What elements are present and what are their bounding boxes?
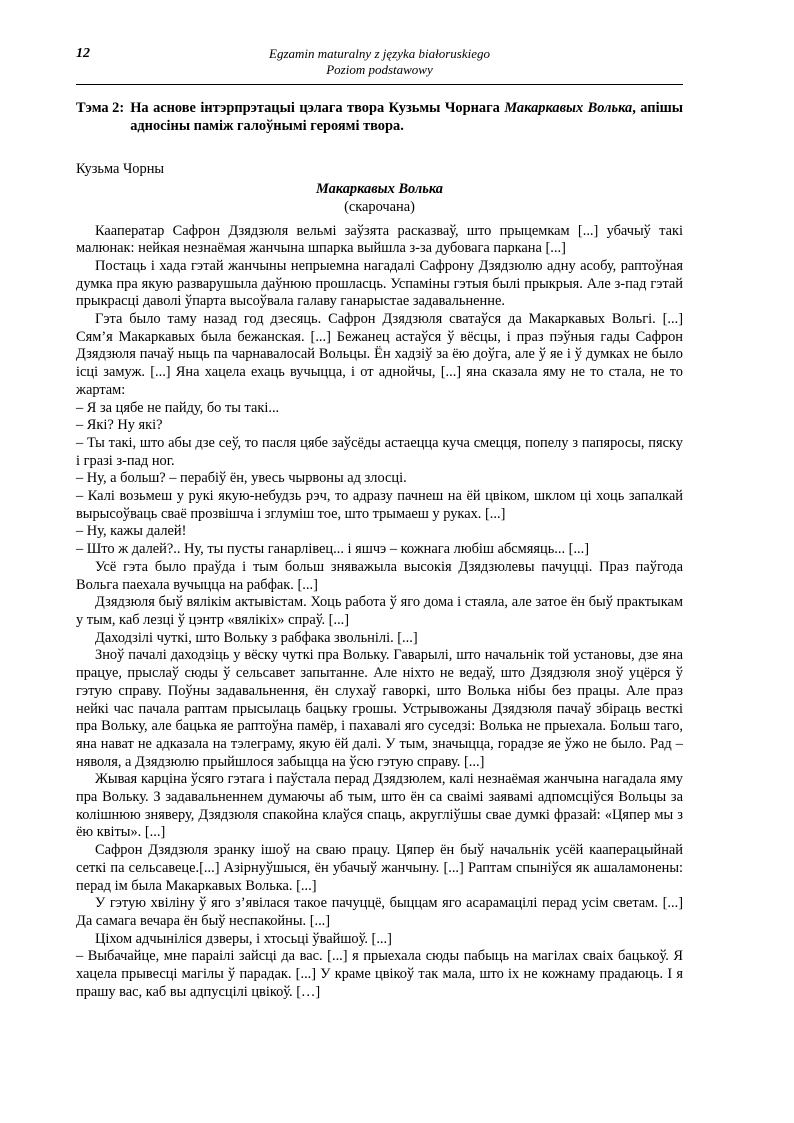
dialog-line: – Ну, а больш? – перабіў ён, увесь чырвоны ад злосці. [76, 470, 407, 487]
story-paragraph: Дзядзюля быў вялікім актывістам. Хоць работа ў яго дома і стаяла, але затое ён быў практыкам у тым, каб лезці ў цэнтр «вялікіх» спраў. [...] [76, 594, 683, 628]
story-paragraph: У гэтую хвіліну ў яго з’явілася такое пачуццё, быццам яго асарамацілі перад усім светам. [...] Да самага вечара ён быў неспакойны. [...] [76, 895, 683, 929]
dialog-line: – Выбачайце, мне параілі зайсці да вас. [...] я прыехала сюды пабыць на магілах сваіх бацькоў. Я хацела прывесці магілы ў парадак. [...] У краме цвікоў так мала, што іх не кожнаму прадаюць. І я прашу вас, каб вы адпусцілі цвікоў. […] [76, 948, 683, 1000]
story-paragraph: Жывая карціна ўсяго гэтага і паўстала перад Дзядзюлем, калі незнаёмая жанчына нагадала яму пра Вольку. З задавальненнем думаючы аб тым, што ён са сваімі заявамі адпомсціўся Вольцы за колішнюю зняверу, Дзядзюля спакойна клаўся спаць, акругліўшы свае думкі фразай: «Цяпер мы з ёю квіты». [...] [76, 771, 683, 841]
topic-label: Тэма 2: [76, 100, 125, 116]
topic-text-before: На аснове інтэрпрэтацыі цэлага твора Кузьмы Чорнага [130, 100, 505, 116]
exam-title: Egzamin maturalny z języka białoruskiego [269, 46, 490, 61]
story-paragraph: Сафрон Дзядзюля зранку ішоў на сваю працу. Цяпер ён быў начальнік усёй кааперацыйнай сеткі па сельсавеце.[...] Азірнуўшыся, ён убачыў жанчыну. [...] Раптам спыніўся як ашаламонены: перад ім была Макаркавых Волька. [...] [76, 842, 683, 894]
author-name: Кузьма Чорны [76, 161, 165, 178]
dialog-line: – Ну, кажы далей! [76, 523, 187, 540]
story-paragraph: Даходзілі чуткі, што Вольку з рабфака звольнілі. [...] [95, 629, 418, 646]
page-content [76, 100, 683, 1001]
work-subtitle: (скарочана) [344, 198, 415, 215]
story-paragraph: Кааператар Сафрон Дзядзюля вельмі заўзята расказваў, што прыцемкам [...] убачыў такі малюнак: нейкая незнаёмая жанчына шпарка выйшла з-за дубовага паркана [...] [76, 222, 683, 257]
story-paragraph: Ціхом адчыніліся дзверы, і хтосьці ўвайшоў. [...] [95, 930, 392, 947]
dialog-line: – Што ж далей?.. Ну, ты пусты ганарлівец... і яшчэ – кожнага любіш абсмяяць... [...] [76, 541, 590, 558]
header-titles [76, 46, 683, 78]
exam-level: Poziom podstawowy [326, 62, 433, 77]
page-number: 12 [76, 46, 90, 61]
topic-text [130, 100, 683, 135]
dialog-line: – Я за цябе не пайду, бо ты такі... [76, 399, 280, 416]
work-title: Макаркавых Волька [316, 181, 443, 198]
story-paragraph: Постаць і хада гэтай жанчыны непрыемна нагадалі Сафрону Дзядзюлю адну асобу, раптоўная думка пра якую разварушыла даўнюю прошласць. Успаміны гэтыя былі прыкрыя. Але з-пад гэтай прыкрасці даволі ўпарта высоўвала галаву ганарыстае задавальненне. [76, 257, 683, 310]
story-paragraph: Гэта было таму назад год дзесяць. Сафрон Дзядзюля сватаўся да Макаркавых Вольгі. [...] Сям’я Макаркавых была бежанская. [...] Бежанец астаўся ў вёсцы, і праз пэўныя гады Сафрон Дзядзюля пачаў ныць па чарнавалосай Вольцы. Ён хадзіў за ёю доўга, але ў яе і ў думках не было ісці замуж. [...] Яна хацела ехаць вучыцца, і от аднойчы, [...] яна сказала яму не то стала, не то жартам: [76, 311, 683, 398]
dialog-line: – Ты такі, што абы дзе сеў, то пасля цябе заўсёды астаецца куча смецця, попелу з папяросы, пяску і гразі з-пад ног. [76, 434, 683, 469]
dialog-line: – Які? Ну які? [76, 417, 163, 434]
story-paragraph: Усё гэта было праўда і тым больш зняважыла высокія Дзядзюлевы пачуцці. Праз паўгода Вольга паехала вучыцца на рабфак. [...] [76, 558, 683, 593]
page-header [76, 46, 683, 85]
topic-text-after: , апішы адносіны паміж галоўнымі героямі твора. [130, 100, 683, 134]
topic-work-title: Макаркавых Волька [504, 100, 633, 116]
story-text [76, 223, 683, 1002]
topic-heading [76, 100, 683, 135]
dialog-line: – Калі возьмеш у рукі якую-небудзь рэч, то адразу пачнеш на ёй цвіком, шклом ці хоць запалкай вырысоўваць сваё прозвішча і зглуміш тое, што трымаеш у руках. [...] [76, 488, 683, 522]
story-paragraph: Зноў пачалі даходзіць у вёску чуткі пра Вольку. Гаварылі, што начальнік той установы, дзе яна працуе, прыслаў сюды ў сельсавет запытанне. Але ніхто не ведаў, што Дзядзюля зноў уцёрся ў гэтую справу. Поўны задавальнення, ён слухаў гаворкі, што Волька нібы без працы. Але праз нейкі час пачала раптам прысылаць бацьку грошы. Устрывожаны Дзядзюля пачаў збіраць весткі пра Вольку, але бацька яе раптоўна памёр, і пахавалі яго суседзі: Волька не прыехала. Больш таго, яна нават не адказала на тэлеграму, якую ёй далі. У тым, значыцца, горадзе яе ўжо не было. Рад – няволя, а Дзядзюлю прыйшлося забыцца на ўсю гэтую справу. [...] [76, 647, 683, 770]
